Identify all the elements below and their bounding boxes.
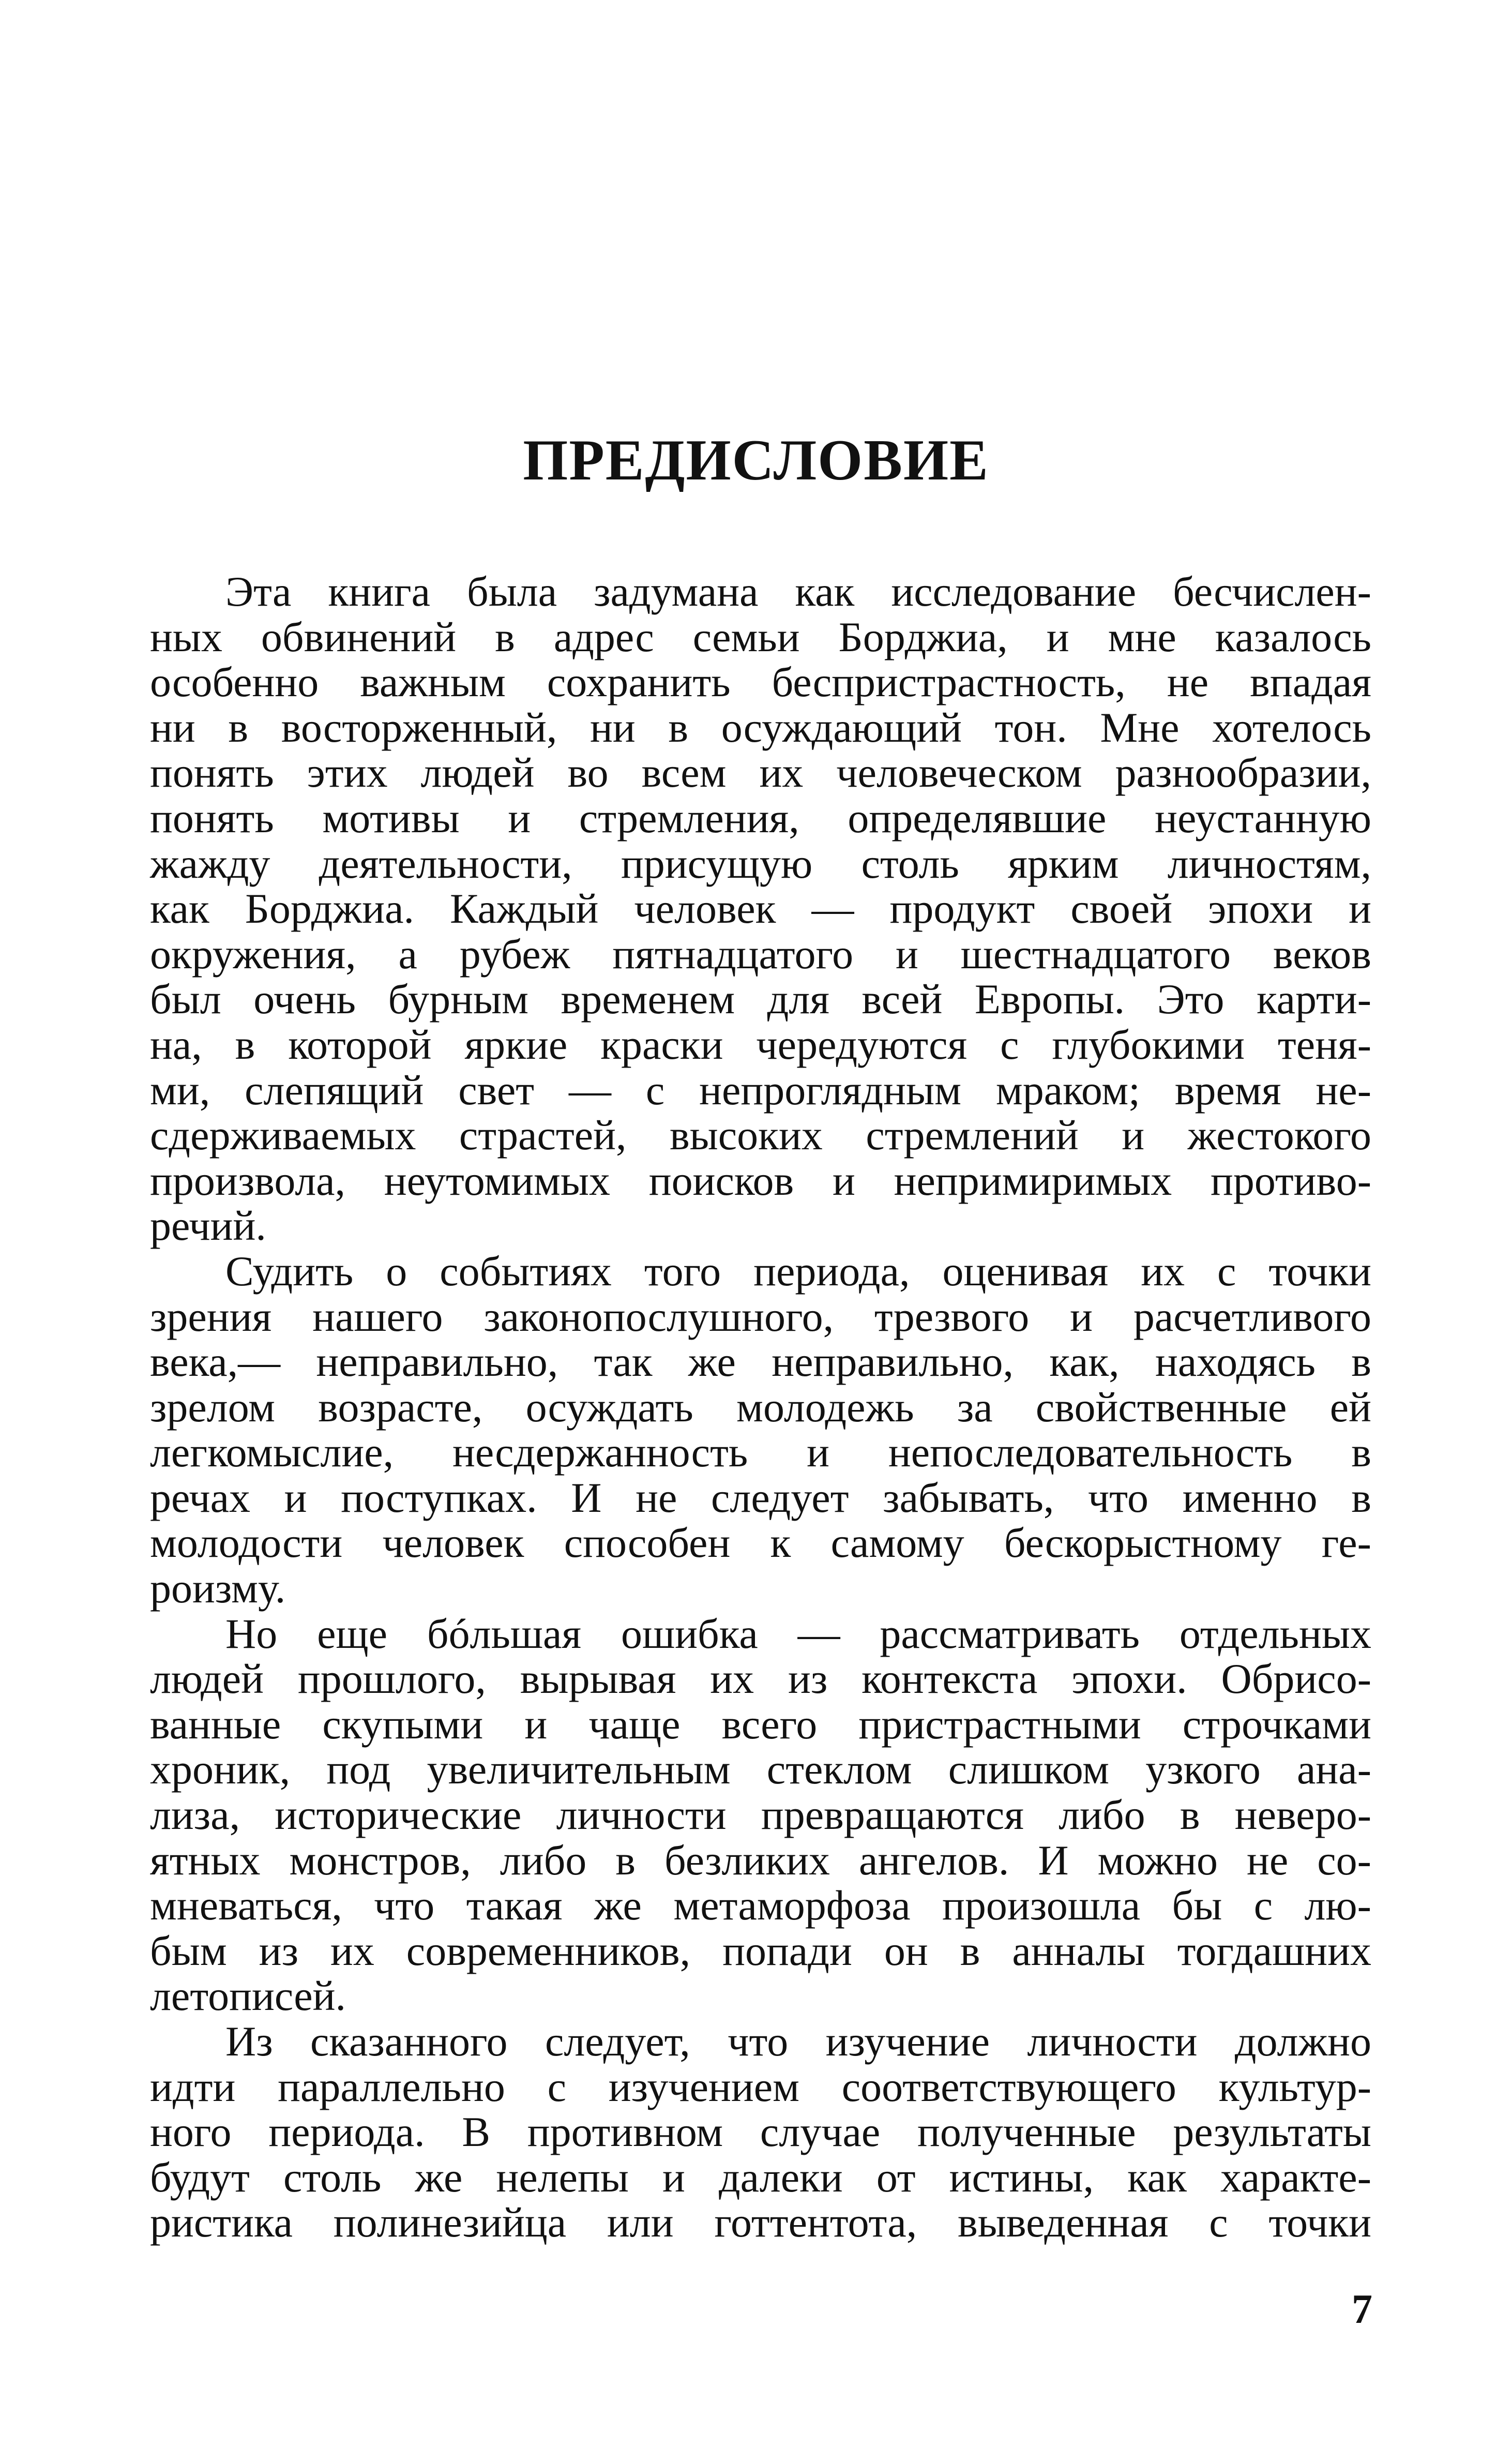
text-line: ного периода. В противном случае полученные результаты — [150, 2108, 1371, 2156]
text-line: века,— неправильно, так же неправильно, как, находясь в — [150, 1338, 1371, 1386]
text-line: бым из их современников, попади он в анналы тогдашних — [150, 1927, 1371, 1974]
text-line: Эта книга была задумана как исследование бесчислен- — [225, 568, 1371, 615]
body-text — [150, 569, 1371, 2245]
text-line: жажду деятельности, присущую столь ярким личностям, — [150, 839, 1371, 887]
page-title: ПРЕДИСЛОВИЕ — [523, 428, 989, 492]
text-line: хроник, под увеличительным стеклом слишком узкого ана- — [150, 1746, 1371, 1793]
text-line: был очень бурным временем для всей Европы. Это карти- — [150, 975, 1371, 1023]
paragraph-3 — [150, 1611, 1371, 2019]
text-line: ни в восторженный, ни в осуждающий тон. Мне хотелось — [150, 703, 1371, 751]
text-line: легкомыслие, несдержанность и непоследовательность в — [150, 1429, 1371, 1476]
text-line: окружения, а рубеж пятнадцатого и шестнадцатого веков — [150, 930, 1371, 978]
page-number: 7 — [1352, 2287, 1372, 2332]
text-line: летописей. — [150, 1972, 346, 2020]
text-line: ми, слепящий свет — с непроглядным мраком; время не- — [150, 1066, 1371, 1114]
paragraph-2 — [150, 1249, 1371, 1611]
text-line: идти параллельно с изучением соответствующего культур- — [150, 2063, 1371, 2110]
text-line: речий. — [150, 1202, 266, 1250]
text-line: как Борджиа. Каждый человек — продукт своей эпохи и — [150, 885, 1371, 933]
text-line: лиза, исторические личности превращаются либо в неверо- — [150, 1791, 1371, 1839]
text-line: людей прошлого, вырывая их из контекста эпохи. Обрисо- — [150, 1655, 1371, 1703]
text-line: речах и поступках. И не следует забывать, что именно в — [150, 1474, 1371, 1521]
text-line: на, в которой яркие краски чередуются с глубокими теня- — [150, 1020, 1371, 1068]
paragraph-4 — [150, 2019, 1371, 2245]
text-line: особенно важным сохранить беспристрастность, не впадая — [150, 658, 1371, 706]
text-line: ных обвинений в адрес семьи Борджиа, и мне казалось — [150, 613, 1371, 660]
text-line: понять этих людей во всем их человеческом разнообразии, — [150, 749, 1371, 797]
text-line: произвола, неутомимых поисков и непримиримых противо- — [150, 1157, 1371, 1204]
text-line: сдерживаемых страстей, высоких стремлений и жестокого — [150, 1112, 1371, 1159]
text-line: Судить о событиях того периода, оценивая их с точки — [225, 1247, 1371, 1295]
text-line: зрелом возрасте, осуждать молодежь за свойственные ей — [150, 1383, 1371, 1431]
text-line: Из сказанного следует, что изучение личности должно — [225, 2018, 1371, 2065]
text-line: Но еще бóльшая ошибка — рассматривать отдельных — [225, 1610, 1371, 1657]
text-line: мневаться, что такая же метаморфоза произошла бы с лю- — [150, 1882, 1371, 1929]
text-line: ванные скупыми и чаще всего пристрастными строчками — [150, 1700, 1371, 1748]
text-line: молодости человек способен к самому бескорыстному ге- — [150, 1519, 1371, 1567]
text-line: понять мотивы и стремления, определявшие неустанную — [150, 794, 1371, 842]
paragraph-1 — [150, 569, 1371, 1249]
text-line: зрения нашего законопослушного, трезвого и расчетливого — [150, 1293, 1371, 1340]
text-line: ятных монстров, либо в безликих ангелов. И можно не со- — [150, 1836, 1371, 1884]
text-line: ристика полинезийца или готтентота, выведенная с точки — [150, 2199, 1371, 2246]
text-line: роизму. — [150, 1565, 286, 1612]
text-line: будут столь же нелепы и далеки от истины, как характе- — [150, 2153, 1371, 2201]
